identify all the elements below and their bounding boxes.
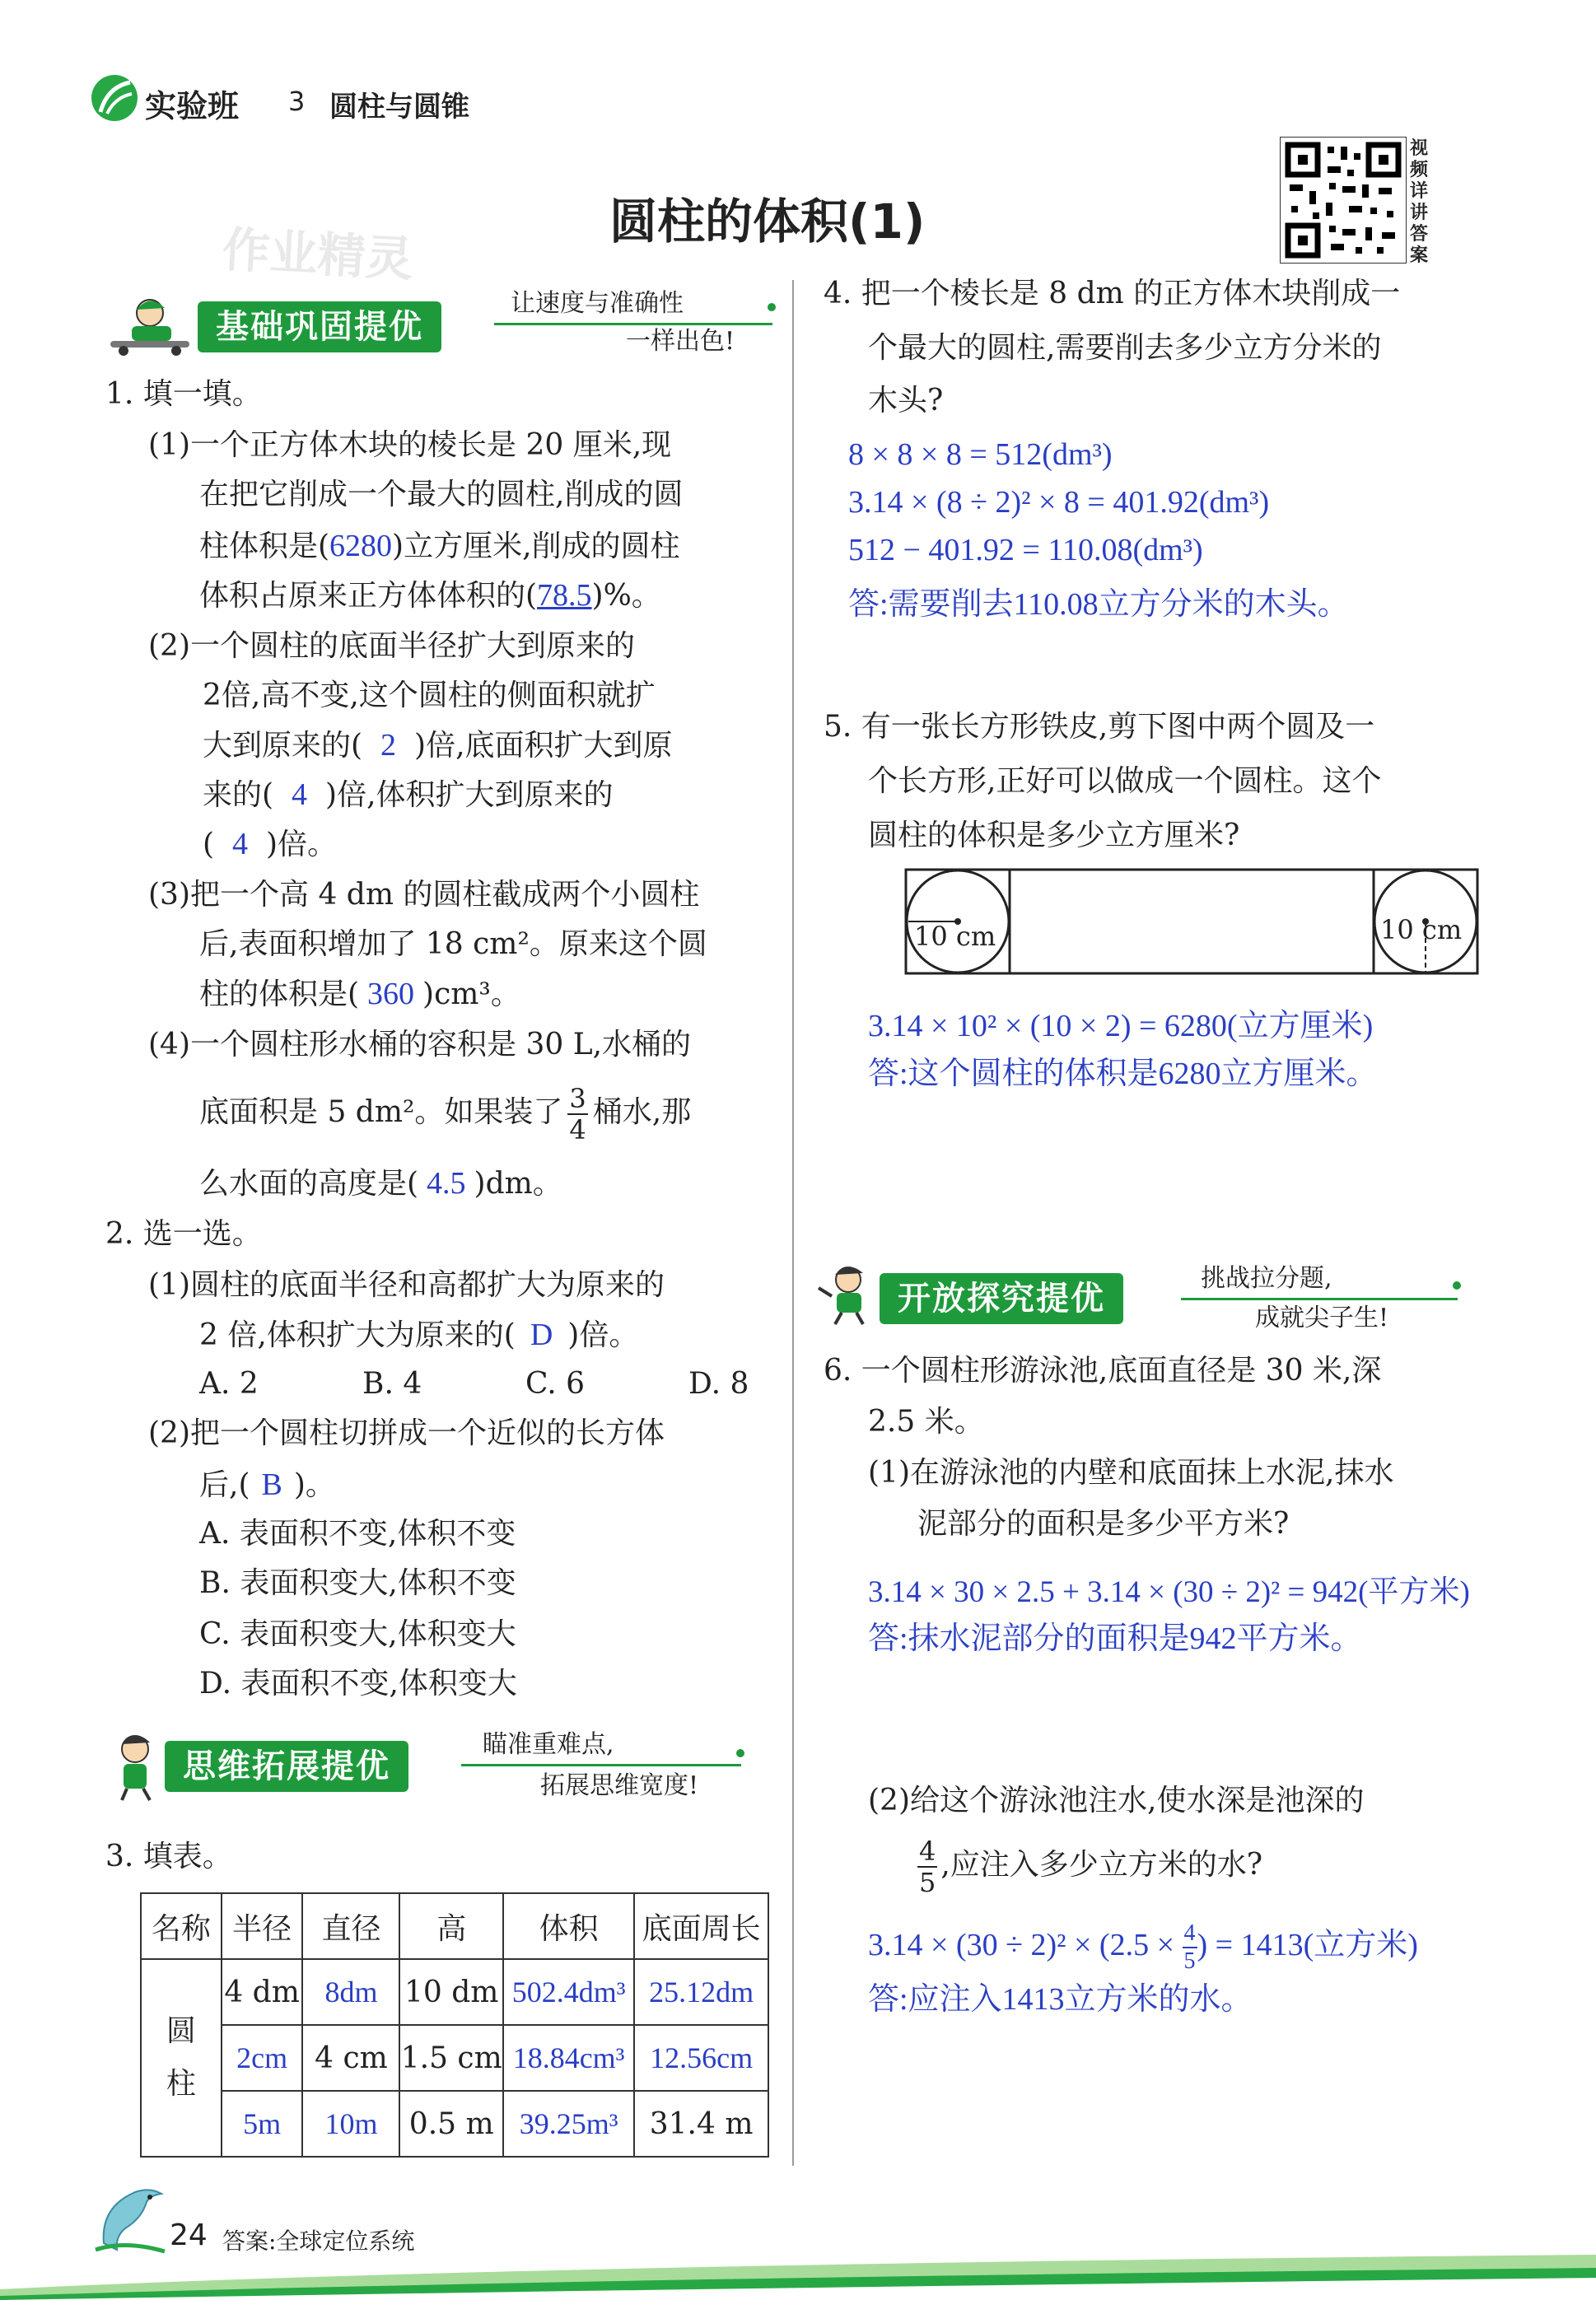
table-cell: 8dm xyxy=(302,1959,399,2025)
section-basic-line xyxy=(494,323,772,325)
q1-p4-line2: 底面积是 5 dm²。如果装了 $\frac{3}{4}$ 桶水,那 xyxy=(199,1083,692,1145)
table-cell: 18.84cm³ xyxy=(503,2025,634,2091)
q5-line2: 个长方形,正好可以做成一个圆柱。这个 xyxy=(868,764,1382,798)
q6-p1-answer-line1: 3.14 × 30 × 2.5 + 3.14 × (30 ÷ 2)² = 942(平方米) xyxy=(868,1575,1470,1609)
q6-p2-line1: (2)给这个游泳池注水,使水深是池深的 xyxy=(868,1784,1365,1817)
section-thinking-banner: 思维拓展提优 xyxy=(165,1741,408,1792)
q1-p2-line1: (2)一个圆柱的底面半径扩大到原来的 xyxy=(148,629,635,663)
q2-p2-option-d: D. 表面积不变,体积变大 xyxy=(199,1667,517,1701)
q6-p2-answer-line2: 答:应注入1413立方米的水。 xyxy=(868,1982,1253,2017)
section-thinking-line xyxy=(461,1764,741,1766)
q6-p1-line1: (1)在游泳池的内壁和底面抹上水泥,抹水 xyxy=(868,1456,1394,1490)
q5-line3: 圆柱的体积是多少立方厘米? xyxy=(868,819,1240,852)
q1-p1-line1: (1)一个正方体木块的棱长是 20 厘米,现 xyxy=(148,428,672,462)
q2-p1-option-a: A. 2 xyxy=(199,1367,259,1401)
q2-p2-option-c: C. 表面积变大,体积变大 xyxy=(199,1617,516,1651)
table-cell: 31.4 m xyxy=(634,2091,768,2157)
q1-p2-answer1: 2 xyxy=(380,728,397,763)
q2-p1-option-c: C. 6 xyxy=(525,1367,586,1401)
q2-p1-line2: 2 倍,体积扩大为原来的( D )倍。 xyxy=(199,1318,639,1352)
q2-p1-answer1: D xyxy=(530,1318,553,1352)
footer-note: 答案:全球定位系统 xyxy=(222,2228,415,2255)
q1-p3-line3: 柱的体积是( 360 )cm³。 xyxy=(199,977,520,1011)
q1-p1-line3: 柱体积是(6280)立方厘米,削成的圆柱 xyxy=(199,529,680,563)
q1-p4-fraction: $\frac{3}{4}$ xyxy=(569,1083,586,1145)
q1-p2-line5: ( 4 )倍。 xyxy=(203,827,338,861)
qr-label: 视频详讲答案 xyxy=(1410,138,1429,266)
table-cell: 2cm xyxy=(222,2025,303,2091)
q1-p1-line4: 体积占原来正方体体积的(78.5)%。 xyxy=(199,578,661,613)
q5-figure-label-right: 10 cm xyxy=(1380,914,1463,945)
chapter-number: 3 xyxy=(288,86,306,117)
table-cell: 25.12dm xyxy=(634,1959,768,2025)
q1-p2-answer3: 4 xyxy=(232,827,249,861)
table-header-cell: 底面周长 xyxy=(634,1893,768,1959)
table-cell: 39.25m³ xyxy=(503,2091,634,2157)
q2-p1-line1: (1)圆柱的底面半径和高都扩大为原来的 xyxy=(148,1268,665,1302)
footer-wave xyxy=(0,2248,1596,2300)
q1-p3-answer1: 360 xyxy=(367,977,415,1011)
q1-p2-line3: 大到原来的( 2 )倍,底面积扩大到原 xyxy=(203,728,673,763)
table-header-cell: 高 xyxy=(399,1893,503,1959)
kid-on-skateboard-icon xyxy=(99,296,201,356)
section-open-slogan-2: 成就尖子生! xyxy=(1255,1304,1389,1332)
q2-title: 2. 选一选。 xyxy=(105,1217,262,1251)
q1-p1-line2: 在把它削成一个最大的圆柱,削成的圆 xyxy=(199,478,684,511)
section-thinking-dot xyxy=(736,1749,744,1757)
q6-p2-fraction: $\frac{4}{5}$ xyxy=(919,1836,936,1898)
section-open-slogan-1: 挑战拉分题, xyxy=(1201,1264,1332,1293)
q6-p2-answer-fraction: $\frac{4}{5}$ xyxy=(1183,1920,1196,1975)
table-row xyxy=(141,1959,768,2025)
table-row xyxy=(141,2091,768,2157)
page-title: 圆柱的体积(1) xyxy=(609,194,926,250)
q3-table xyxy=(140,1892,769,2158)
section-open-dot xyxy=(1453,1281,1461,1290)
watermark: 作业精灵 xyxy=(221,221,415,288)
table-cell: 10 dm xyxy=(399,1959,503,2025)
leaf-logo-icon xyxy=(89,72,140,124)
q4-line2: 个最大的圆柱,需要削去多少立方分米的 xyxy=(868,331,1382,365)
q1-p2-answer2: 4 xyxy=(292,777,308,812)
column-divider xyxy=(792,280,794,2166)
q1-p4-line3: 么水面的高度是( 4.5 )dm。 xyxy=(199,1166,562,1201)
q4-answer-line2: 3.14 × (8 ÷ 2)² × 8 = 401.92(dm³) xyxy=(848,485,1270,520)
q2-p2-line2: 后,( B )。 xyxy=(199,1467,335,1502)
section-thinking-slogan-1: 瞄准重难点, xyxy=(483,1730,614,1759)
q5-line1: 5. 有一张长方形铁皮,剪下图中两个圆及一 xyxy=(824,710,1375,744)
table-cell: 12.56cm xyxy=(634,2025,768,2091)
q2-p2-option-b: B. 表面积变大,体积不变 xyxy=(199,1566,516,1600)
table-row-name: 圆 柱 xyxy=(141,1959,222,2157)
q4-answer-line1: 8 × 8 × 8 = 512(dm³) xyxy=(848,437,1113,472)
section-basic-dot xyxy=(768,303,776,311)
chapter-title: 圆柱与圆锥 xyxy=(329,91,469,124)
q1-p2-line4: 来的( 4 )倍,体积扩大到原来的 xyxy=(203,777,614,812)
q2-p2-answer1: B xyxy=(261,1467,282,1502)
dolphin-icon xyxy=(92,2182,168,2255)
table-cell: 4 cm xyxy=(302,2025,399,2091)
q6-p2-line2: $\frac{4}{5}$ ,应注入多少立方米的水? xyxy=(919,1836,1263,1898)
q5-answer-line1: 3.14 × 10² × (10 × 2) = 6280(立方厘米) xyxy=(868,1009,1374,1043)
q5-answer-line2: 答:这个圆柱的体积是6280立方厘米。 xyxy=(868,1057,1378,1091)
section-basic-banner: 基础巩固提优 xyxy=(198,301,441,352)
qr-code-icon[interactable] xyxy=(1280,137,1407,264)
q4-answer-line3: 512 − 401.92 = 110.08(dm³) xyxy=(848,533,1203,567)
table-cell: 10m xyxy=(302,2091,399,2157)
q2-p2-line1: (2)把一个圆柱切拼成一个近似的长方体 xyxy=(148,1416,665,1450)
section-open-line xyxy=(1181,1298,1458,1300)
q4-line1: 4. 把一个棱长是 8 dm 的正方体木块削成一 xyxy=(824,277,1401,310)
q1-p1-answer2: 78.5 xyxy=(537,578,592,613)
q1-p4-line1: (4)一个圆柱形水桶的容积是 30 L,水桶的 xyxy=(148,1028,692,1061)
q6-line2: 2.5 米。 xyxy=(868,1405,984,1439)
table-row xyxy=(141,2025,768,2091)
q1-p3-line1: (3)把一个高 4 dm 的圆柱截成两个小圆柱 xyxy=(148,878,700,912)
q6-p1-line2: 泥部分的面积是多少平方米? xyxy=(917,1507,1290,1541)
page-number: 24 xyxy=(170,2218,208,2252)
q2-p2-option-a: A. 表面积不变,体积不变 xyxy=(199,1517,516,1551)
q3-title: 3. 填表。 xyxy=(105,1840,232,1873)
section-basic-slogan-1: 让速度与准确性 xyxy=(511,289,684,318)
table-cell: 502.4dm³ xyxy=(503,1959,634,2025)
table-cell: 4 dm xyxy=(222,1959,303,2025)
q1-p4-answer1: 4.5 xyxy=(427,1166,466,1201)
series-title: 实验班 xyxy=(145,88,240,124)
table-header-cell: 名称 xyxy=(141,1893,222,1959)
q6-p2-answer-line1: 3.14 × (30 ÷ 2)² × (2.5 × $\frac{4}{5}$ ) = 1413(立方米) xyxy=(868,1920,1418,1975)
section-thinking-slogan-2: 拓展思维宽度! xyxy=(540,1771,699,1800)
table-header-cell: 半径 xyxy=(222,1893,303,1959)
section-basic-slogan-2: 一样出色! xyxy=(626,327,735,356)
q2-p1-option-d: D. 8 xyxy=(688,1367,749,1401)
table-cell: 0.5 m xyxy=(399,2091,503,2157)
q1-p1-answer1: 6280 xyxy=(329,529,393,563)
kid-thinking-icon xyxy=(105,1731,165,1802)
q4-answer-line4: 答:需要削去110.08立方分米的木头。 xyxy=(848,587,1349,622)
q1-title: 1. 填一填。 xyxy=(105,377,262,411)
table-cell: 1.5 cm xyxy=(399,2025,503,2091)
q6-line1: 6. 一个圆柱形游泳池,底面直径是 30 米,深 xyxy=(824,1354,1382,1388)
table-header-cell: 体积 xyxy=(503,1893,634,1959)
q5-figure-label-left: 10 cm xyxy=(914,921,996,952)
kid-explorer-icon xyxy=(815,1263,881,1326)
q6-p1-answer-line2: 答:抹水泥部分的面积是942平方米。 xyxy=(868,1621,1362,1656)
q2-p1-option-b: B. 4 xyxy=(362,1367,422,1401)
table-header-cell: 直径 xyxy=(302,1893,399,1959)
q1-p3-line2: 后,表面积增加了 18 cm²。原来这个圆 xyxy=(199,927,707,961)
table-header-row xyxy=(141,1893,768,1959)
table-cell: 5m xyxy=(222,2091,303,2157)
q4-line3: 木头? xyxy=(868,384,944,418)
q1-p2-line2: 2倍,高不变,这个圆柱的侧面积就扩 xyxy=(203,679,656,712)
section-open-banner: 开放探究提优 xyxy=(880,1273,1123,1324)
